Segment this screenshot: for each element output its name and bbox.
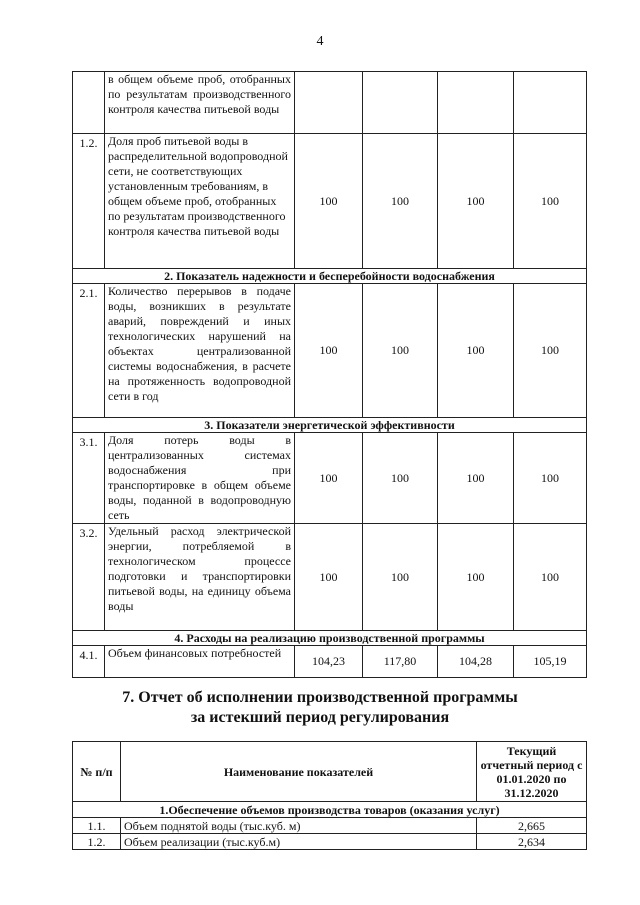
row-number [73,72,105,134]
value-cell: 100 [514,134,587,269]
row-number: 1.1. [73,818,121,834]
value-cell: 117,80 [363,646,438,678]
table-row [73,834,587,850]
indicator-description: Объем финансовых потребностей [105,646,295,678]
section-title: 3. Показатели энергетической эффективности [73,418,587,433]
page-number: 4 [316,34,324,49]
column-header-period: Текущий отчетный период с 01.01.2020 по 31.12.2020 [477,742,587,802]
section-row [73,418,587,433]
indicator-name: Объем поднятой воды (тыс.куб. м) [121,818,477,834]
value-cell: 100 [438,134,514,269]
value-cell: 100 [363,433,438,524]
row-number: 3.1. [73,433,105,524]
section-title: 1.Обеспечение объемов производства товаров (оказания услуг) [73,802,587,818]
value-cell: 100 [363,524,438,631]
report-table [72,741,587,850]
row-number: 4.1. [73,646,105,678]
value-cell: 100 [438,524,514,631]
table-row [73,134,587,269]
row-number: 2.1. [73,284,105,418]
value-cell: 105,19 [514,646,587,678]
heading-line-1: 7. Отчет об исполнении производственной программы [122,689,518,706]
indicator-name: Объем реализации (тыс.куб.м) [121,834,477,850]
indicator-description: Доля потерь воды в централизованных системах водоснабжения при транспортировке в общем объеме воды, поданной в водопроводную сеть [105,433,295,524]
value-cell: 100 [438,433,514,524]
value-cell: 100 [295,433,363,524]
value-cell: 104,23 [295,646,363,678]
indicator-description: Количество перерывов в подаче воды, возникших в результате аварий, повреждений и иных технологических нарушений на объектах централизованной системы водоснабжения, в расчете на протяженность водопроводной сети в год [105,284,295,418]
indicator-description: Удельный расход электрической энергии, потребляемой в технологическом процессе подготовки и транспортировки питьевой воды, на единицу объема воды [105,524,295,631]
value-cell: 100 [295,284,363,418]
section-title: 4. Расходы на реализацию производственной программы [73,631,587,646]
value-cell: 100 [363,134,438,269]
table-row [73,72,587,134]
table-row [73,284,587,418]
value-cell: 100 [514,433,587,524]
row-number: 3.2. [73,524,105,631]
indicator-description: Доля проб питьевой воды в распределительной водопроводной сети, не соответствующих установленным требованиям, в общем объеме проб, отобранных по результатам производственного контроля качества питьевой воды [105,134,295,269]
value-cell: 100 [514,524,587,631]
value-cell: 2,634 [477,834,587,850]
value-cell: 100 [295,524,363,631]
value-cell: 2,665 [477,818,587,834]
section-row [73,631,587,646]
table-row [73,433,587,524]
indicator-description: в общем объеме проб, отобранных по результатам производственного контроля качества питьевой воды [105,72,295,134]
table-row [73,818,587,834]
section-title: 2. Показатель надежности и бесперебойности водоснабжения [73,269,587,284]
section-row [73,269,587,284]
column-header-name: Наименование показателей [121,742,477,802]
table-row [73,524,587,631]
value-cell: 100 [363,284,438,418]
value-cell: 104,28 [438,646,514,678]
section-heading [0,688,640,728]
value-cell: 100 [438,284,514,418]
heading-line-2: за истекший период регулирования [190,709,450,726]
value-cell: 100 [514,284,587,418]
row-number: 1.2. [73,834,121,850]
indicators-table [72,71,587,678]
column-header-number: № п/п [73,742,121,802]
value-cell: 100 [295,134,363,269]
section-row [73,802,587,818]
row-number: 1.2. [73,134,105,269]
table-row [73,646,587,678]
header-row [73,742,587,802]
